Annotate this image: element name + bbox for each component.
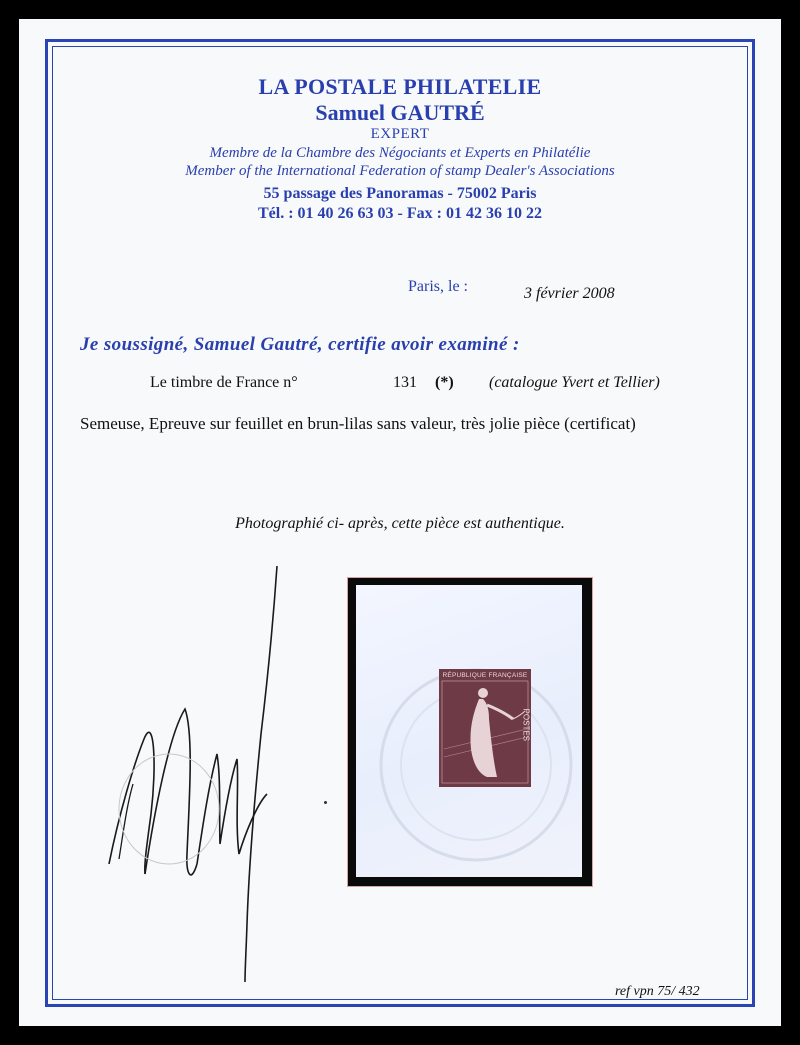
reference-number: ref vpn 75/ 432 <box>615 984 700 999</box>
expert-title: EXPERT <box>370 126 430 142</box>
stamp-side-text: POSTES <box>521 708 530 741</box>
membership-en: Member of the International Federation of stamp Dealer's Associations <box>185 163 615 179</box>
certification-statement: Je soussigné, Samuel Gautré, certifie avoir examiné : <box>80 334 520 355</box>
stamp-number: 131 <box>393 374 417 391</box>
stamp-description: Semeuse, Epreuve sur feuillet en brun-lilas sans valeur, très jolie pièce (certificat) <box>80 414 636 433</box>
stamp-condition: (*) <box>435 374 454 391</box>
certificate-sheet <box>19 19 781 1026</box>
letterhead <box>19 74 781 224</box>
expert-name: Samuel GAUTRÉ <box>315 100 485 125</box>
address: 55 passage des Panoramas - 75002 Paris <box>263 185 537 202</box>
signature <box>99 564 299 984</box>
company-name: LA POSTALE PHILATELIE <box>258 74 542 99</box>
stamp-top-text: RÉPUBLIQUE FRANÇAISE <box>442 672 528 679</box>
certificate-date: 3 février 2008 <box>524 285 615 302</box>
semeuse-stamp <box>439 669 531 787</box>
membership-fr: Membre de la Chambre des Négociants et Experts en Philatélie <box>209 145 591 161</box>
sower-figure <box>439 669 531 787</box>
catalog-reference: (catalogue Yvert et Tellier) <box>489 374 660 391</box>
phone-fax: Tél. : 01 40 26 63 03 - Fax : 01 42 36 10 22 <box>258 205 542 222</box>
stamp-photo <box>347 577 593 887</box>
authenticity-statement: Photographié ci- après, cette pièce est authentique. <box>235 515 565 532</box>
proof-sheet <box>356 585 582 877</box>
place-label: Paris, le : <box>408 278 468 295</box>
ink-dot <box>324 801 327 804</box>
stamp-label: Le timbre de France n° <box>150 374 298 391</box>
